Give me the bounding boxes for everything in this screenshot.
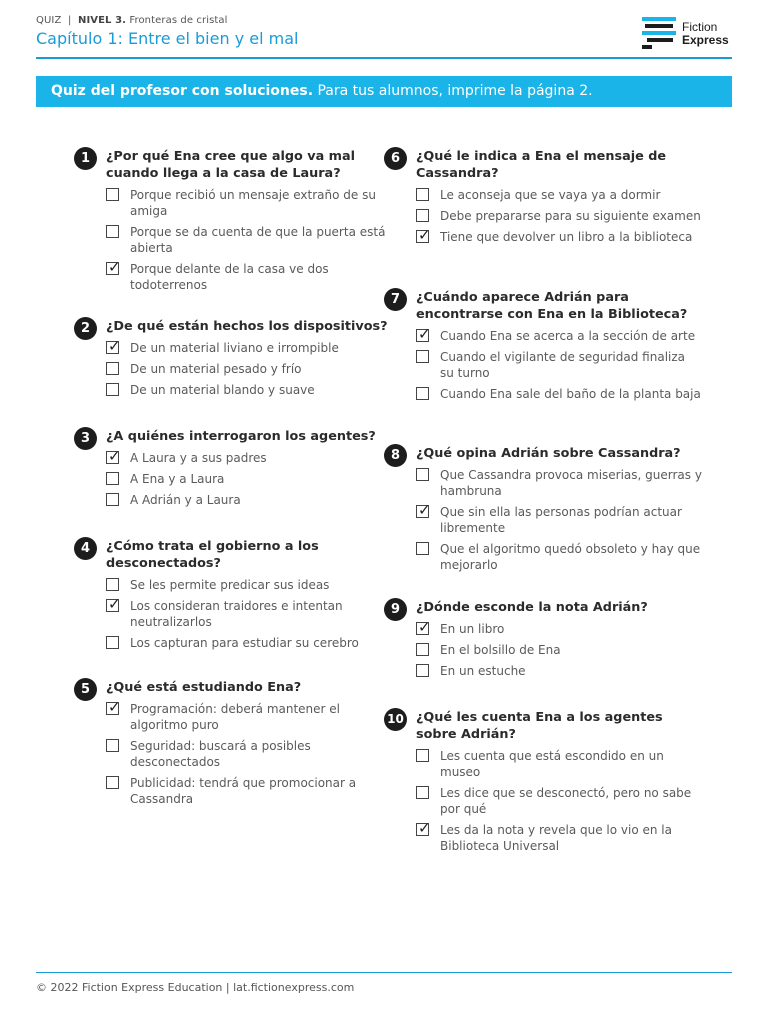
question-number-badge: 5 bbox=[74, 678, 97, 701]
answer-option[interactable] bbox=[416, 226, 702, 245]
answer-option[interactable] bbox=[106, 361, 392, 377]
answer-option[interactable] bbox=[416, 618, 702, 637]
answer-text: Le aconseja que se vaya ya a dormir bbox=[440, 188, 661, 202]
question-9 bbox=[390, 599, 702, 684]
answer-options bbox=[106, 698, 392, 807]
checked-checkbox[interactable] bbox=[416, 501, 431, 519]
checkbox[interactable] bbox=[106, 472, 119, 485]
question-7 bbox=[390, 289, 702, 407]
answer-options bbox=[416, 325, 702, 402]
question-number-badge: 2 bbox=[74, 317, 97, 340]
answer-text: A Ena y a Laura bbox=[130, 472, 225, 486]
checkbox[interactable] bbox=[416, 350, 429, 363]
answer-option[interactable] bbox=[106, 635, 392, 651]
answer-text: Porque recibió un mensaje extraño de su amiga bbox=[130, 188, 376, 218]
question-text: ¿Qué está estudiando Ena? bbox=[106, 680, 302, 695]
answer-option[interactable] bbox=[106, 187, 392, 219]
checkbox[interactable] bbox=[106, 362, 119, 375]
checkmark-icon: ✓ bbox=[108, 258, 121, 276]
checkmark-icon: ✓ bbox=[108, 595, 121, 613]
question-number-badge: 8 bbox=[384, 444, 407, 467]
answer-text: Los capturan para estudiar su cerebro bbox=[130, 636, 359, 650]
question-3 bbox=[80, 428, 392, 513]
answer-options bbox=[106, 577, 392, 651]
checkbox[interactable] bbox=[106, 493, 119, 506]
checkbox[interactable] bbox=[416, 542, 429, 555]
checkbox[interactable] bbox=[106, 636, 119, 649]
question-2 bbox=[80, 318, 392, 403]
checkmark-icon: ✓ bbox=[418, 226, 431, 244]
checked-checkbox[interactable] bbox=[106, 595, 121, 613]
answer-option[interactable] bbox=[416, 187, 702, 203]
question-text: ¿Qué opina Adrián sobre Cassandra? bbox=[416, 446, 681, 461]
question-number-badge: 7 bbox=[384, 288, 407, 311]
answer-option[interactable] bbox=[106, 382, 392, 398]
checkbox[interactable] bbox=[106, 578, 119, 591]
answer-text: Publicidad: tendrá que promocionar a Cassandra bbox=[130, 776, 357, 806]
question-6 bbox=[390, 148, 702, 250]
checkmark-icon: ✓ bbox=[108, 447, 121, 465]
answer-option[interactable] bbox=[416, 349, 702, 381]
question-text: ¿Cómo trata el gobierno a los desconectados? bbox=[106, 539, 319, 571]
checkmark-icon: ✓ bbox=[418, 819, 431, 837]
question-text: ¿De qué están hechos los dispositivos? bbox=[106, 319, 388, 334]
answer-text: En el bolsillo de Ena bbox=[440, 643, 561, 657]
checked-checkbox[interactable] bbox=[106, 258, 121, 276]
answer-option[interactable] bbox=[416, 748, 702, 780]
checkmark-icon: ✓ bbox=[418, 501, 431, 519]
answer-option[interactable] bbox=[416, 642, 702, 658]
question-number-badge: 1 bbox=[74, 147, 97, 170]
checked-checkbox[interactable] bbox=[416, 618, 431, 636]
answer-text: Cuando el vigilante de seguridad finaliza su turno bbox=[440, 350, 686, 380]
answer-text: A Laura y a sus padres bbox=[130, 451, 267, 465]
answer-option[interactable] bbox=[416, 386, 702, 402]
header-breadcrumb bbox=[36, 15, 228, 26]
answer-options bbox=[416, 467, 702, 573]
answer-text: A Adrián y a Laura bbox=[130, 493, 241, 507]
answer-option[interactable] bbox=[416, 208, 702, 224]
checkbox[interactable] bbox=[416, 188, 429, 201]
answer-option[interactable] bbox=[106, 224, 392, 256]
checked-checkbox[interactable] bbox=[416, 325, 431, 343]
banner-rest: Para tus alumnos, imprime la página 2. bbox=[313, 83, 593, 99]
question-text: ¿A quiénes interrogaron los agentes? bbox=[106, 429, 376, 444]
question-text: ¿Qué le indica a Ena el mensaje de Cassandra? bbox=[416, 149, 667, 181]
checked-checkbox[interactable] bbox=[416, 819, 431, 837]
separator: | bbox=[64, 15, 75, 26]
answer-option[interactable] bbox=[106, 595, 392, 630]
question-number-badge: 6 bbox=[384, 147, 407, 170]
checkmark-icon: ✓ bbox=[108, 337, 121, 355]
answer-option[interactable] bbox=[106, 738, 392, 770]
footer-text: © 2022 Fiction Express Education | lat.fictionexpress.com bbox=[36, 981, 355, 994]
checkmark-icon: ✓ bbox=[108, 698, 121, 716]
checked-checkbox[interactable] bbox=[106, 698, 121, 716]
answer-text: Les cuenta que está escondido en un museo bbox=[440, 749, 664, 779]
answer-text: De un material liviano e irrompible bbox=[130, 341, 339, 355]
answer-option[interactable] bbox=[106, 698, 392, 733]
answer-text: Debe prepararse para su siguiente examen bbox=[440, 209, 701, 223]
answer-option[interactable] bbox=[106, 337, 392, 356]
checkmark-icon: ✓ bbox=[418, 618, 431, 636]
answer-text: Que el algoritmo quedó obsoleto y hay que mejorarlo bbox=[440, 542, 701, 572]
footer-divider bbox=[36, 972, 732, 973]
answer-text: Programación: deberá mantener el algoritmo puro bbox=[130, 702, 341, 732]
answer-text: Los consideran traidores e intentan neutralizarlos bbox=[130, 599, 343, 629]
answer-option[interactable] bbox=[106, 577, 392, 593]
answer-option[interactable] bbox=[416, 819, 702, 854]
checkbox[interactable] bbox=[416, 643, 429, 656]
question-text: ¿Cuándo aparece Adrián para encontrarse con Ena en la Biblioteca? bbox=[416, 290, 688, 322]
banner-bold: Quiz del profesor con soluciones. bbox=[51, 83, 314, 99]
answer-text: Porque se da cuenta de que la puerta está abierta bbox=[130, 225, 386, 255]
question-text: ¿Por qué Ena cree que algo va mal cuando llega a la casa de Laura? bbox=[106, 149, 356, 181]
checkbox[interactable] bbox=[416, 786, 429, 799]
answer-text: Seguridad: buscará a posibles desconectados bbox=[130, 739, 311, 769]
question-5 bbox=[80, 679, 392, 812]
checked-checkbox[interactable] bbox=[416, 226, 431, 244]
question-number-badge: 9 bbox=[384, 598, 407, 621]
level-label: NIVEL 3. bbox=[77, 15, 127, 26]
answer-options bbox=[106, 447, 392, 508]
answer-option[interactable] bbox=[106, 492, 392, 508]
answer-option[interactable] bbox=[416, 501, 702, 536]
answer-text: Cuando Ena sale del baño de la planta baja bbox=[440, 387, 701, 401]
checkbox[interactable] bbox=[106, 225, 119, 238]
answer-option[interactable] bbox=[106, 258, 392, 293]
answer-text: Porque delante de la casa ve dos todoterrenos bbox=[130, 262, 329, 292]
book-title: Fronteras de cristal bbox=[129, 15, 228, 26]
checked-checkbox[interactable] bbox=[106, 337, 121, 355]
question-10 bbox=[387, 709, 702, 859]
chapter-title: Capítulo 1: Entre el bien y el mal bbox=[36, 29, 299, 48]
answer-options bbox=[416, 618, 702, 679]
logo-text-fiction: Fiction bbox=[682, 20, 718, 34]
answer-option[interactable] bbox=[416, 467, 702, 499]
answer-option[interactable] bbox=[416, 663, 702, 679]
answer-text: Que sin ella las personas podrían actuar libremente bbox=[440, 505, 682, 535]
checkbox[interactable] bbox=[416, 387, 429, 400]
checkbox[interactable] bbox=[106, 188, 119, 201]
answer-option[interactable] bbox=[416, 325, 702, 344]
answer-option[interactable] bbox=[106, 471, 392, 487]
answer-text: Les dice que se desconectó, pero no sabe por qué bbox=[440, 786, 692, 816]
answer-option[interactable] bbox=[106, 447, 392, 466]
answer-text: Les da la nota y revela que lo vio en la Biblioteca Universal bbox=[440, 823, 672, 853]
answer-text: En un estuche bbox=[440, 664, 526, 678]
checkbox[interactable] bbox=[106, 383, 119, 396]
question-text: ¿Qué les cuenta Ena a los agentes sobre Adrián? bbox=[416, 710, 663, 742]
answer-options bbox=[106, 337, 392, 398]
answer-text: En un libro bbox=[440, 622, 505, 636]
answer-options bbox=[106, 187, 392, 293]
checkbox[interactable] bbox=[416, 749, 429, 762]
quiz-label: QUIZ bbox=[36, 15, 62, 26]
question-4 bbox=[80, 538, 392, 656]
answer-text: Tiene que devolver un libro a la biblioteca bbox=[440, 230, 693, 244]
question-1 bbox=[80, 148, 392, 298]
checkbox[interactable] bbox=[416, 664, 429, 677]
question-text: ¿Dónde esconde la nota Adrián? bbox=[416, 600, 648, 615]
checkbox[interactable] bbox=[106, 739, 119, 752]
answer-options bbox=[416, 748, 702, 854]
checkbox[interactable] bbox=[106, 776, 119, 789]
question-number-badge: 10 bbox=[384, 708, 407, 731]
answer-text: De un material pesado y frío bbox=[130, 362, 302, 376]
checkbox[interactable] bbox=[416, 468, 429, 481]
answer-options bbox=[416, 187, 702, 245]
answer-text: Que Cassandra provoca miserias, guerras y hambruna bbox=[440, 468, 702, 498]
logo-text-express: Express bbox=[682, 33, 729, 47]
question-8 bbox=[390, 445, 702, 578]
checkmark-icon: ✓ bbox=[418, 325, 431, 343]
answer-option[interactable] bbox=[416, 541, 702, 573]
teacher-banner bbox=[36, 76, 732, 107]
header-divider bbox=[36, 57, 732, 59]
question-number-badge: 4 bbox=[74, 537, 97, 560]
checked-checkbox[interactable] bbox=[106, 447, 121, 465]
answer-text: De un material blando y suave bbox=[130, 383, 315, 397]
checkbox[interactable] bbox=[416, 209, 429, 222]
answer-text: Se les permite predicar sus ideas bbox=[130, 578, 330, 592]
question-number-badge: 3 bbox=[74, 427, 97, 450]
fiction-express-logo bbox=[642, 14, 734, 52]
answer-option[interactable] bbox=[416, 785, 702, 817]
answer-option[interactable] bbox=[106, 775, 392, 807]
answer-text: Cuando Ena se acerca a la sección de arte bbox=[440, 329, 696, 343]
